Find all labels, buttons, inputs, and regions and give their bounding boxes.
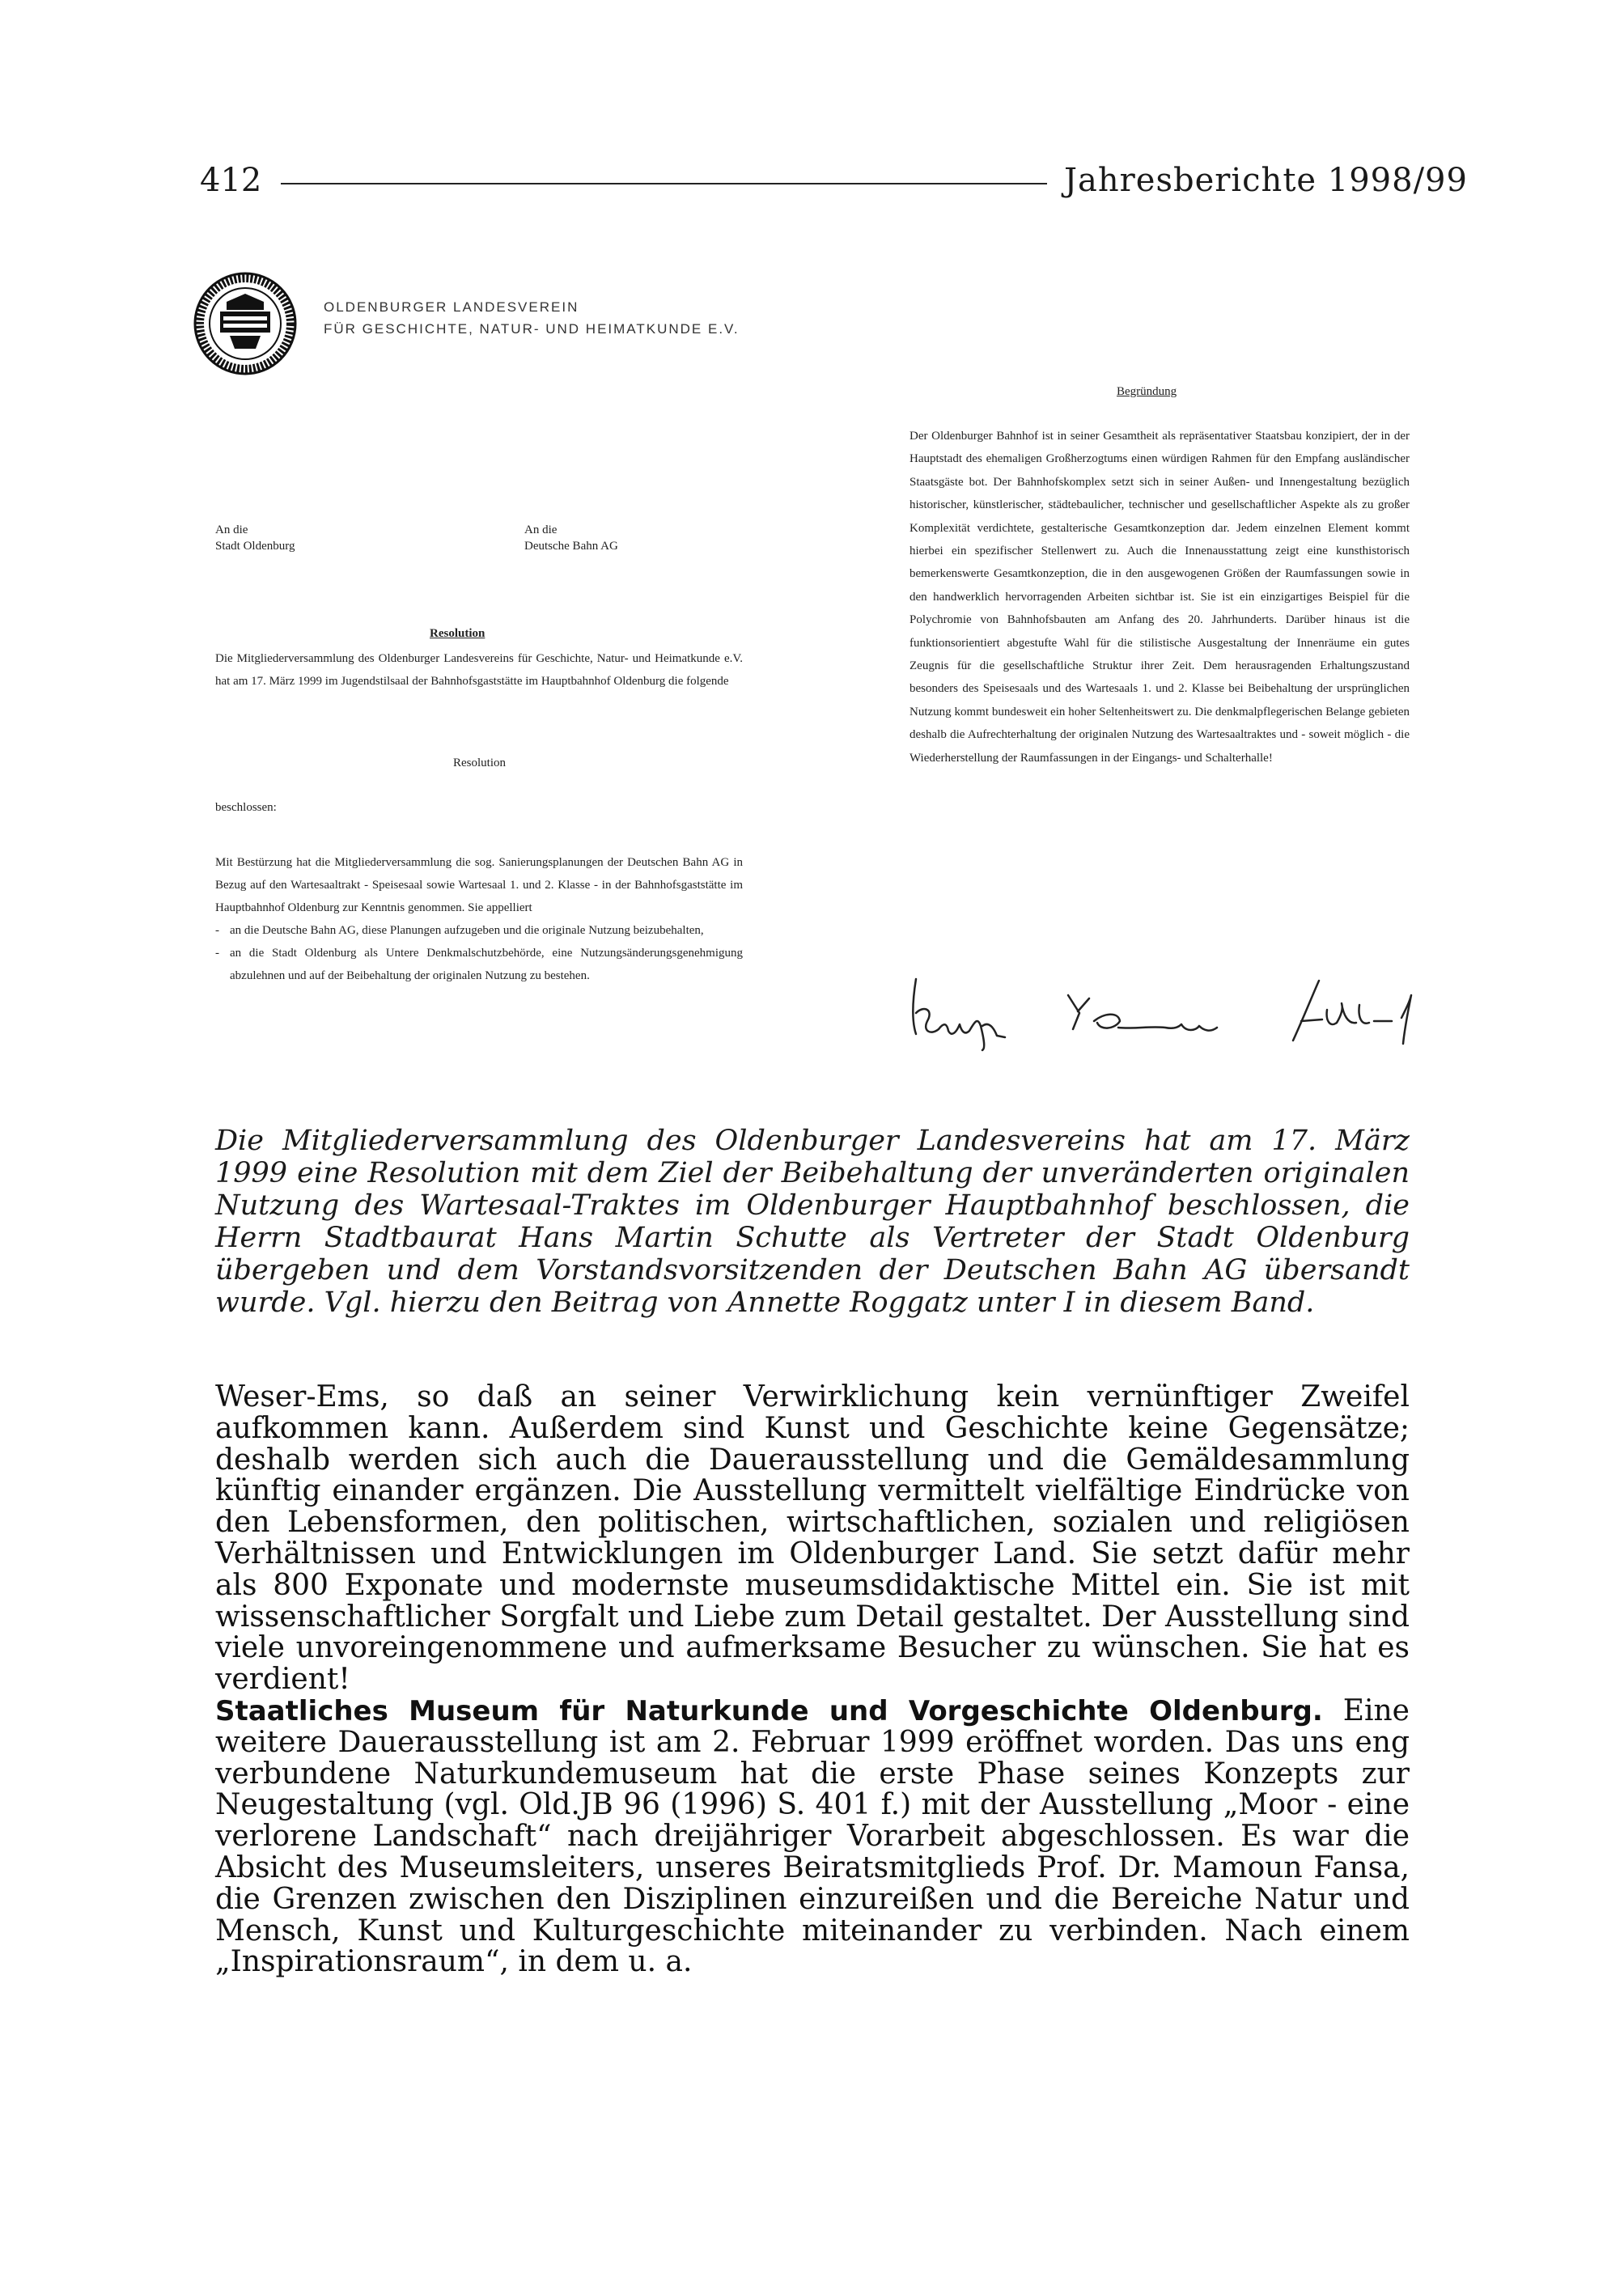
beschlossen-label: beschlossen: bbox=[215, 801, 277, 814]
address-line: Deutsche Bahn AG bbox=[524, 540, 618, 553]
section-text: Eine weitere Dauerausstellung ist am 2. Februar 1999 eröffnet worden. Das uns eng verbundene Naturkundemuseum hat die erste Phase seines Konzepts zur Neugestaltung (vgl. Old.JB 96 (1996) S. 401 f.) mit der Ausstellung „Moor - eine verlorene Landschaft“ nach dreijähriger Vorarbeit abgeschlossen. Es war die Absicht des Museumsleiters, unseres Beiratsmitglieds Prof. Dr. Mamoun Fansa, die Grenzen zwischen den Disziplinen einzureißen und die Bereiche Natur und Mensch, Kunst und Kulturgeschichte miteinander zu verbinden. Nach einem „Inspirationsraum“, in dem u. a. bbox=[215, 1693, 1410, 1979]
appeal-item: - an die Deutsche Bahn AG, diese Planungen aufzugeben und die originale Nutzung beizubehalten, bbox=[215, 919, 743, 942]
begruendung-body: Der Oldenburger Bahnhof ist in seiner Gesamtheit als repräsentativer Staatsbau konzipiert, der in der Hauptstadt des ehemaligen Großherzogtums einen würdigen Rahmen für den Empfang ausländischer Staatsgäste bot. Der Bahnhofskomplex setzt sich in seiner Außen- und Innengestaltung bezüglich historischer, künstlerischer, städtebaulicher, technischer und gesellschaftlicher Aspekte als zu großer Komplexität verdichtete, gestalterische Gesamtkonzeption dar. Jedem einzelnen Element kommt hierbei ein spezifischer Stellenwert zu. Auch die Innenausstattung zeigt eine kunsthistorisch bemerkenswerte Gesamtkonzeption, die in den ausgewogenen Größen der Raumfassungen sowie in den handwerklich hervorragenden Arbeiten sichtbar ist. Sie ist ein einzigartiges Beispiel für die Polychromie von Bahnhofsbauten am Anfang des 20. Jahrhunderts. Darüber hinaus ist die funktionsorientiert abgestufte Wahl für die stilistische Ausgestaltung der Innenräume ein gutes Zeugnis für die gesellschaftliche Struktur ihrer Zeit. Dem herausragenden Erhaltungszustand besonders des Speisesaals und des Wartesaals 1. und 2. Klasse bei Beibehaltung der ursprünglichen Nutzung kommt bundesweit ein hoher Seltenheitswert zu. Die denkmalpflegerischen Belange gebieten deshalb die Aufrechterhaltung der originalen Nutzung des Wartesaaltraktes und - soweit möglich - die Wiederherstellung der Raumfassungen in der Eingangs- und Schalterhalle! bbox=[910, 430, 1410, 765]
header-rule bbox=[281, 183, 1047, 184]
resolution-heading: Resolution bbox=[430, 627, 486, 640]
org-name-line2: FÜR GESCHICHTE, NATUR- UND HEIMATKUNDE E.V. bbox=[324, 321, 740, 337]
address-line: An die bbox=[524, 523, 558, 536]
society-seal-icon bbox=[193, 271, 298, 376]
resolution-subheading: Resolution bbox=[453, 757, 507, 769]
address-right bbox=[524, 522, 618, 554]
address-line: An die bbox=[215, 523, 248, 536]
body-text bbox=[215, 1382, 1410, 1978]
org-name-line1: OLDENBURGER LANDESVEREIN bbox=[324, 299, 579, 315]
appeal-item-text: an die Deutsche Bahn AG, diese Planungen aufzugeben und die originale Nutzung beizubehalten, bbox=[230, 924, 704, 937]
resolution-text: Mit Bestürzung hat die Mitgliederversammlung die sog. Sanierungsplanungen der Deutschen Bahn AG in Bezug auf den Wartesaaltrakt - Speisesaal sowie Wartesaal 1. und 2. Klasse - in der Bahnhofsgaststätte im Hauptbahnhof Oldenburg zur Kenntnis genommen. Sie appelliert bbox=[215, 856, 743, 914]
body-paragraph: Weser-Ems, so daß an seiner Verwirklichung kein vernünftiger Zweifel aufkommen kann. Außerdem sind Kunst und Geschichte keine Gegensätze; deshalb werden sich auch die Dauerausstellung und die Gemäldesammlung künftig einander ergänzen. Die Ausstellung vermittelt vielfältige Eindrücke von den Lebensformen, den politischen, wirtschaftlichen, sozialen und religiösen Verhältnissen und Entwicklungen im Oldenburger Land. Sie setzt dafür mehr als 800 Exponate und modernste museumsdidaktische Mittel ein. Sie ist mit wissenschaftlicher Sorgfalt und Liebe zum Detail gestaltet. Der Ausstellung sind viele unvoreingenommene und aufmerksame Besucher zu wünschen. Sie hat es verdient! bbox=[215, 1380, 1410, 1697]
body-paragraph bbox=[215, 1693, 1410, 1979]
running-title: Jahresberichte 1998/99 bbox=[1064, 162, 1468, 199]
page-number: 412 bbox=[200, 162, 262, 199]
appeal-item-text: an die Stadt Oldenburg als Untere Denkmalschutzbehörde, eine Nutzungsänderungsgenehmigung abzulehnen und auf der Beibehaltung der originalen Nutzung zu bestehen. bbox=[230, 947, 743, 982]
resolution-body bbox=[215, 851, 743, 987]
address-line: Stadt Oldenburg bbox=[215, 540, 295, 553]
section-heading: Staatliches Museum für Naturkunde und Vorgeschichte Oldenburg. bbox=[215, 1694, 1323, 1727]
figure-caption: Die Mitgliederversammlung des Oldenburger Landesvereins hat am 17. März 1999 eine Resolution mit dem Ziel der Beibehaltung der unveränderten originalen Nutzung des Wartesaal-Traktes im Oldenburger Hauptbahnhof beschlossen, die Herrn Stadtbaurat Hans Martin Schutte als Vertreter der Stadt Oldenburg übergeben und dem Vorstandsvorsitzenden der Deutschen Bahn AG übersandt wurde. Vgl. hierzu den Beitrag von Annette Roggatz unter I in diesem Band. bbox=[215, 1125, 1410, 1319]
address-left bbox=[215, 522, 295, 554]
appeal-item: - an die Stadt Oldenburg als Untere Denkmalschutzbehörde, eine Nutzungsänderungsgenehmigung abzulehnen und auf der Beibehaltung der originalen Nutzung zu bestehen. bbox=[215, 942, 743, 987]
begruendung-heading: Begründung bbox=[1117, 385, 1177, 398]
handwritten-signatures bbox=[906, 963, 1424, 1052]
resolution-intro: Die Mitgliederversammlung des Oldenburger Landesvereins für Geschichte, Natur- und Heimatkunde e.V. hat am 17. März 1999 im Jugendstilsaal der Bahnhofsgaststätte im Hauptbahnhof Oldenburg die folgende bbox=[215, 652, 743, 688]
